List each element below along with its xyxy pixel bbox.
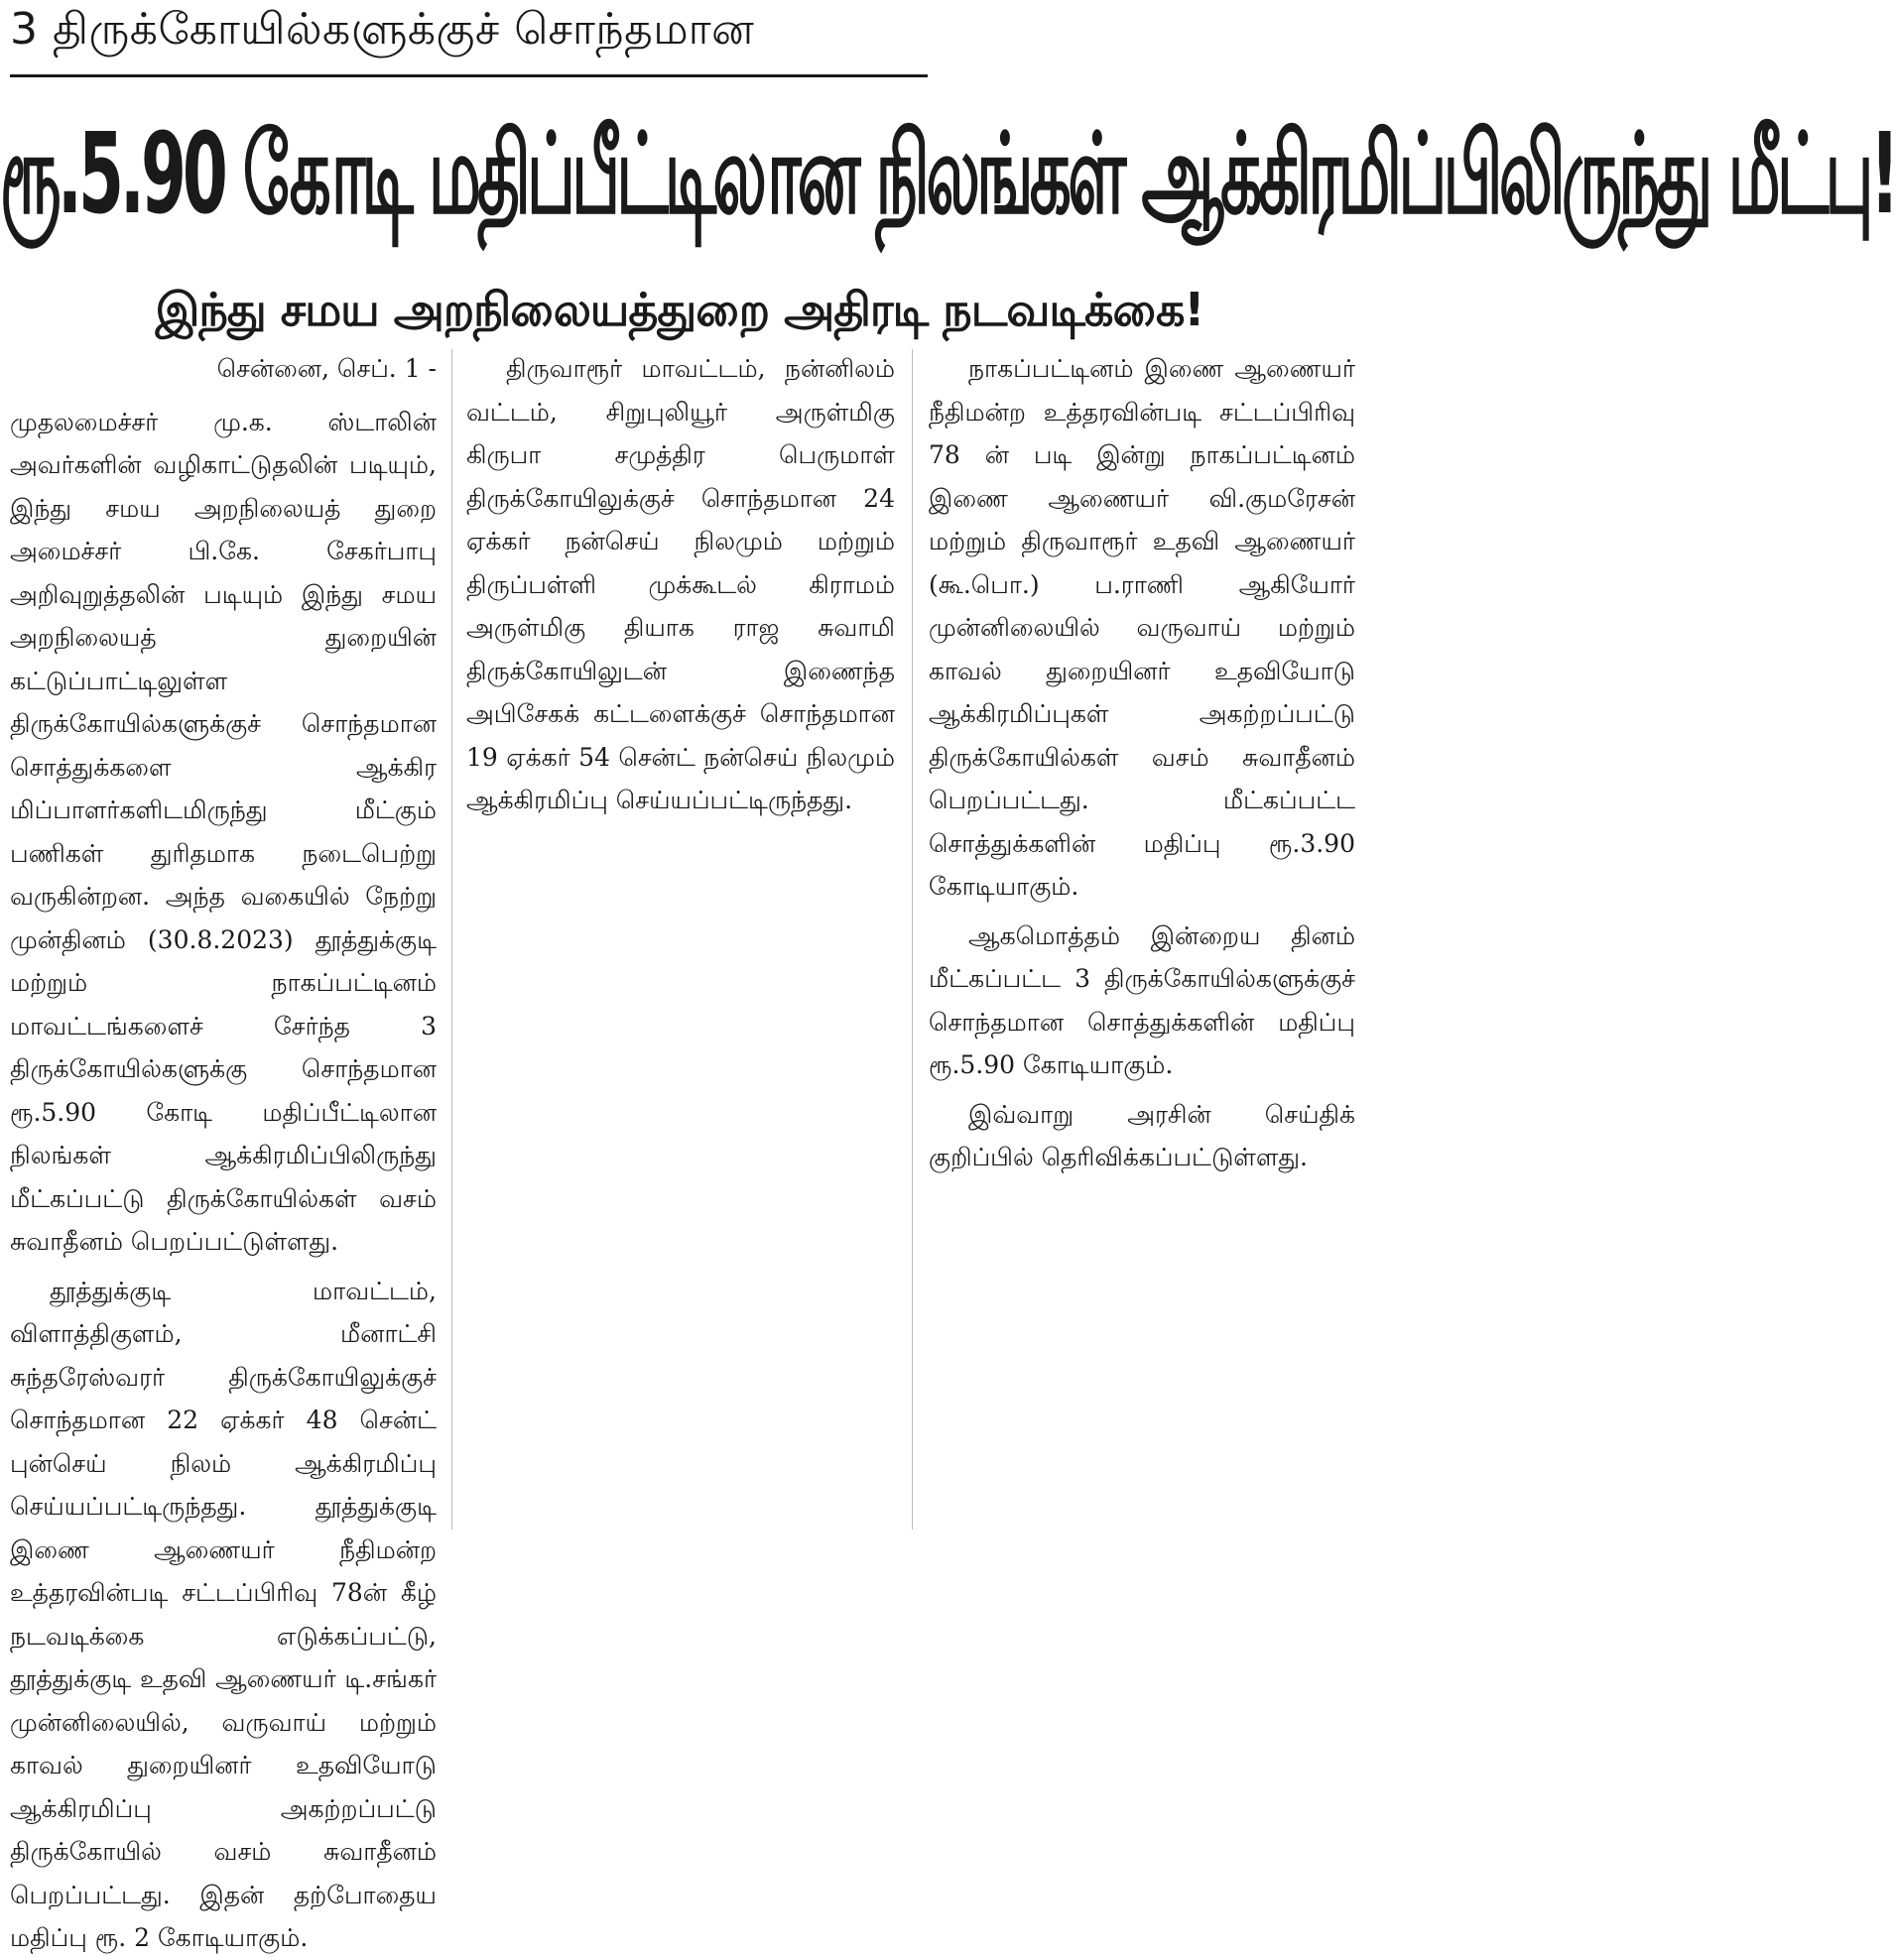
column-divider [451, 349, 452, 1530]
paragraph-3: திருவாரூர் மாவட்டம், நன்னிலம் வட்டம், சிறுபுலியூர் அருள்மிகு கிருபா சமுத்திர பெருமாள் திருக்கோயிலுக்குச் சொந்தமான 24 ஏக்கர் நன்செய் நிலமும் மற்றும் திருப்பள்ளி முக்கூடல் கிராமம் அருள்மிகு தியாக ராஜ சுவாமி திருக்கோயிலுடன் இணைந்த அபிசேகக் கட்டளைக்குச் சொந்தமான 19 ஏக்கர் 54 சென்ட் நன்செய் நிலமும் ஆக்கிரமிப்பு செய்யப்பட்டிருந்தது. [466, 354, 895, 814]
paragraph-5: ஆகமொத்தம் இன்றைய தினம் மீட்கப்பட்ட 3 திருக்கோயில்களுக்குச் சொந்தமான சொத்துக்களின் மதிப்பு ரூ.5.90 கோடியாகும். [929, 920, 1355, 1079]
column-3 [929, 347, 1355, 1537]
kicker-text: 3 திருக்கோயில்களுக்குச் சொந்தமான [10, 4, 755, 55]
column-2 [466, 347, 895, 1537]
paragraph-2: தூத்துக்குடி மாவட்டம், விளாத்திகுளம், மீனாட்சி சுந்தரேஸ்வரர் திருக்கோயிலுக்குச் சொந்தமான 22 ஏக்கர் 48 சென்ட் புன்செய் நிலம் ஆக்கிரமிப்பு செய்யப்பட்டிருந்தது. தூத்துக்குடி இணை ஆணையர் நீதிமன்ற உத்தரவின்படி சட்டப்பிரிவு 78ன் கீழ் நடவடிக்கை எடுக்கப்பட்டு, தூத்துக்குடி உதவி ஆணையர் டி.சங்கர் முன்னிலையில், வருவாய் மற்றும் காவல் துறையினர் உதவியோடு ஆக்கிரமிப்பு அகற்றப்பட்டு திருக்கோயில் வசம் சுவாதீனம் பெறப்பட்டது. இதன் தற்போதைய மதிப்பு ரூ. 2 கோடியாகும். [10, 1276, 437, 1952]
paragraph-6: இவ்வாறு அரசின் செய்திக் குறிப்பில் தெரிவிக்கப்பட்டுள்ளது. [929, 1099, 1355, 1171]
column-divider [912, 349, 913, 1530]
subheadline-text: இந்து சமய அறநிலையத்துறை அதிரடி நடவடிக்கை! [155, 283, 1204, 336]
headline [0, 87, 1896, 261]
dateline: சென்னை, செப். 1 - [216, 354, 437, 383]
paragraph-1: முதலமைச்சர் மு.க. ஸ்டாலின் அவர்களின் வழிகாட்டுதலின் படியும், இந்து சமய அறநிலையத் துறை அமைச்சர் பி.கே. சேகர்பாபு அறிவுறுத்தலின் படியும் இந்து சமய அறநிலையத் துறையின் கட்டுப்பாட்டிலுள்ள திருக்கோயில்களுக்குச் சொந்தமான சொத்துக்களை ஆக்கிர மிப்பாளர்களிடமிருந்து மீட்கும் பணிகள் துரிதமாக நடைபெற்று வருகின்றன. அந்த வகையில் நேற்று முன்தினம் (30.8.2023) தூத்துக்குடி மற்றும் நாகப்பட்டினம் மாவட்டங்களைச் சேர்ந்த 3 திருக்கோயில்களுக்கு சொந்தமான ரூ.5.90 கோடி மதிப்பீட்டிலான நிலங்கள் ஆக்கிரமிப்பிலிருந்து மீட்கப்பட்டு திருக்கோயில்கள் வசம் சுவாதீனம் பெறப்பட்டுள்ளது. [10, 407, 437, 1256]
headline-text: ரூ.5.90 கோடி மதிப்பீட்டிலான நிலங்கள் ஆக்கிரமிப்பிலிருந்து மீட்பு! [0, 109, 1896, 239]
paragraph-4: நாகப்பட்டினம் இணை ஆணையர் நீதிமன்ற உத்தரவின்படி சட்டப்பிரிவு 78 ன் படி இன்று நாகப்பட்டினம் இணை ஆணையர் வி.குமரேசன் மற்றும் திருவாரூர் உதவி ஆணையர் (கூ.பொ.) ப.ராணி ஆகியோர் முன்னிலையில் வருவாய் மற்றும் காவல் துறையினர் உதவியோடு ஆக்கிரமிப்புகள் அகற்றப்பட்டு திருக்கோயில்கள் வசம் சுவாதீனம் பெறப்பட்டது. மீட்கப்பட்ட சொத்துக்களின் மதிப்பு ரூ.3.90 கோடியாகும். [929, 354, 1355, 901]
column-1 [10, 347, 437, 1952]
subheadline [0, 270, 1359, 349]
